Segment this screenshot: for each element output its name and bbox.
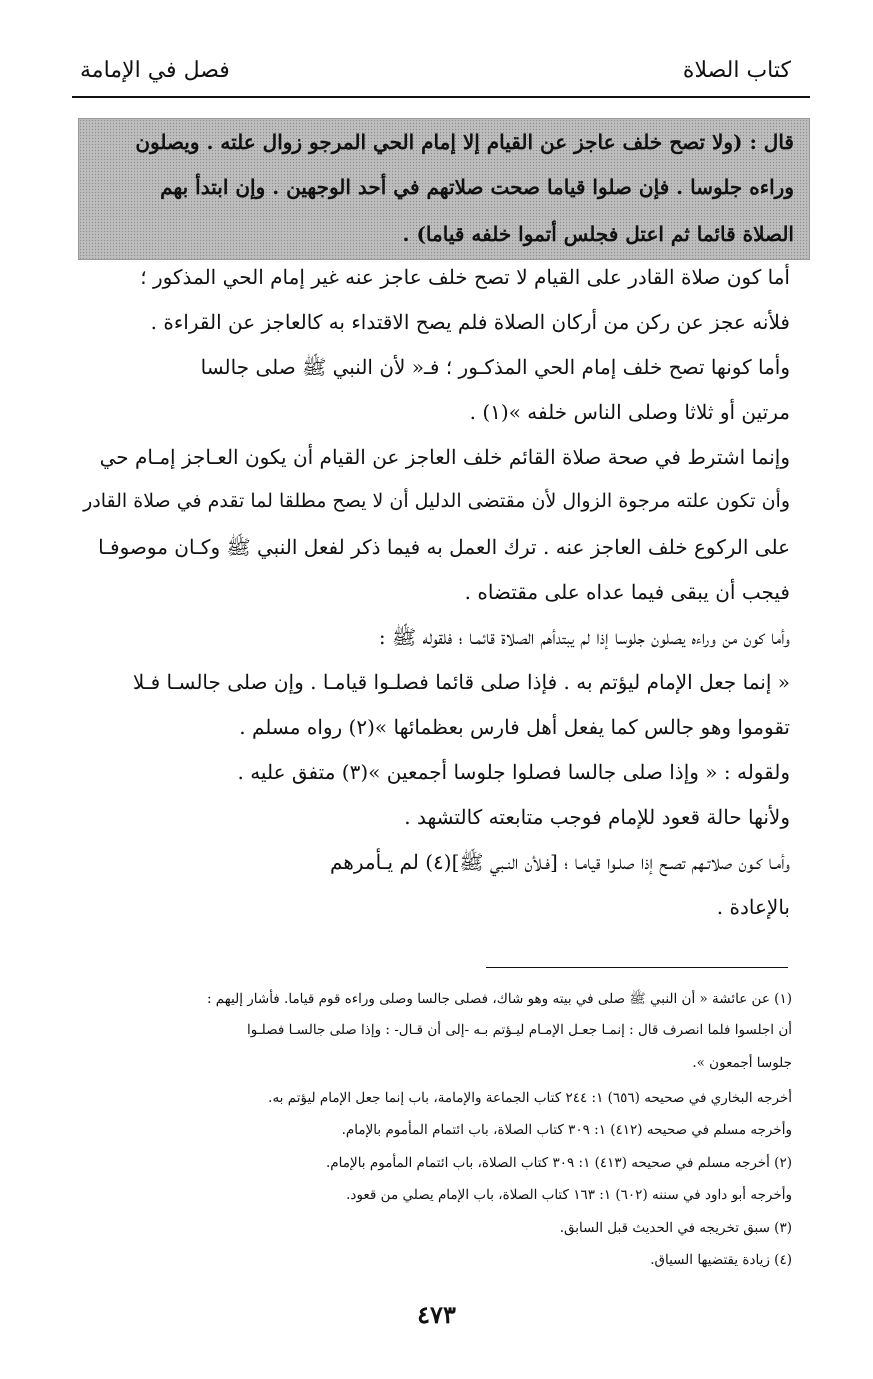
header-divider <box>72 96 810 98</box>
footnote-line: (٣) سبق تخريجه في الحديث قبل السابق. <box>559 1220 792 1236</box>
footnote-line: وأخرجه أبو داود في سننه (٦٠٢) ١: ١٦٣ كتاب الصلاة، باب الإمام يصلي من قعود. <box>346 1187 792 1203</box>
paragraph-line: مرتين أو ثلاثا وصلى الناس خلفه »(١) . <box>469 400 790 424</box>
footnote-line: (٢) أخرجه مسلم في صحيحه (٤١٣) ١: ٣٠٩ كتاب الصلاة، باب ائتمام المأموم بالإمام. <box>326 1155 792 1171</box>
paragraph-line: على الركوع خلف العاجز عنه . ترك العمل به فيما ذكر لفعل النبي ﷺ وكـان موصوفـا <box>98 535 790 559</box>
running-head-book-title: كتاب الصلاة <box>682 58 791 83</box>
footnote-line: (٤) زيادة يقتضيها السياق. <box>650 1252 792 1268</box>
footnote-divider <box>486 967 788 968</box>
running-head-section-title: فصل في الإمامة <box>80 58 230 83</box>
page-number: ٤٧٣ <box>417 1300 456 1329</box>
paragraph-line: وأمـا كـون صلاتـهم تصـح إذا صلـوا قيامـا ؛ [فـلأن النـبي ﷺ](٤) لم يـأمرهم <box>330 850 790 874</box>
paragraph-line: بالإعادة . <box>716 895 790 919</box>
paragraph-line: فلأنه عجز عن ركن من أركان الصلاة فلم يصح الاقتداء به كالعاجز عن القراءة . <box>150 310 790 334</box>
matn-line: وراءه جلوسا . فإن صلوا قياما صحت صلاتهم في أحد الوجهين . وإن ابتدأ بهم <box>160 175 794 199</box>
footnote-line: أن اجلسوا فلما انصرف قال : إنمـا جعـل الإمـام ليـؤتم بـه -إلى أن قـال- : وإذا صلى جالسـا فصلـوا <box>247 1022 792 1038</box>
matn-line: قال : (ولا تصح خلف عاجز عن القيام إلا إمام الحي المرجو زوال علته . ويصلون <box>135 130 794 154</box>
paragraph-line: وأما كونها تصح خلف إمام الحي المذكـور ؛ فـ« لأن النبي ﷺ صلى جالسا <box>200 355 790 379</box>
footnote-line: (١) عن عائشة « أن النبي ﷺ صلى في بيته وهو شاك، فصلى جالسا وصلى وراءه قوم قياما. فأشار إليهم : <box>206 991 792 1007</box>
footnote-line: جلوسا أجمعون ». <box>692 1055 792 1071</box>
footnote-line: وأخرجه مسلم في صحيحه (٤١٢) ١: ٣٠٩ كتاب الصلاة، باب ائتمام المأموم بالإمام. <box>341 1122 792 1138</box>
matn-line: الصلاة قائما ثم اعتل فجلس أتموا خلفه قياما) . <box>402 222 794 246</box>
paragraph-line: وأما كون من وراءه يصلون جلوسا إذا لم يبتدأهم الصلاة قائمـا ؛ فلقوله ﷺ : <box>378 625 790 649</box>
paragraph-line: تقوموا وهو جالس كما يفعل أهل فارس بعظمائها »(٢) رواه مسلم . <box>239 715 790 739</box>
paragraph-line: « إنما جعل الإمام ليؤتم به . فإذا صلى قائما فصلـوا قيامـا . وإن صلى جالسـا فـلا <box>132 670 790 694</box>
paragraph-line: أما كون صلاة القادر على القيام لا تصح خلف عاجز عنه غير إمام الحي المذكور ؛ <box>140 265 790 289</box>
paragraph-line: وإنما اشترط في صحة صلاة القائم خلف العاجز عن القيام أن يكون العـاجز إمـام حي <box>99 445 790 469</box>
paragraph-line: ولأنها حالة قعود للإمام فوجب متابعته كالتشهد . <box>404 805 790 829</box>
paragraph-line: فيجب أن يبقى فيما عداه على مقتضاه . <box>464 580 790 604</box>
paragraph-line: ولقوله : « وإذا صلى جالسا فصلوا جلوسا أجمعين »(٣) متفق عليه . <box>237 760 790 784</box>
paragraph-line: وأن تكون علته مرجوة الزوال لأن مقتضى الدليل أن لا يصح مطلقا لما تقدم في صلاة القادر <box>83 490 790 512</box>
footnote-line: أخرجه البخاري في صحيحه (٦٥٦) ١: ٢٤٤ كتاب الجماعة والإمامة، باب إنما جعل الإمام ليؤتم به. <box>268 1090 792 1106</box>
